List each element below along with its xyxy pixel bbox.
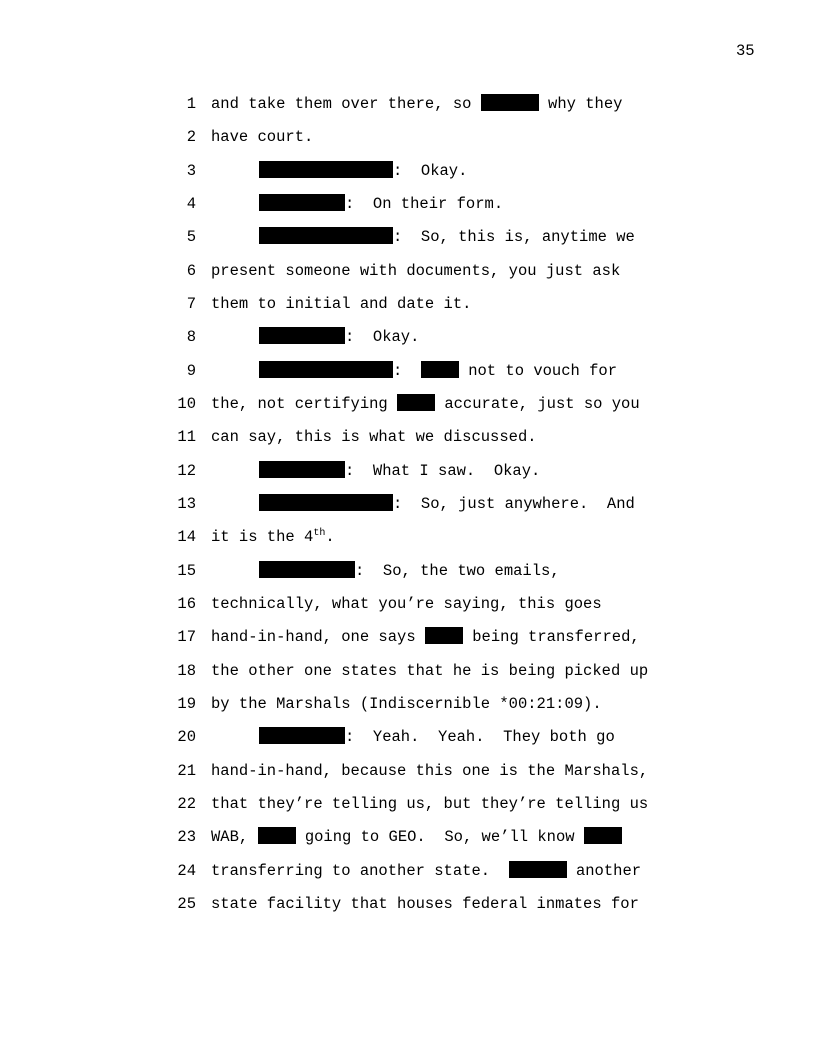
line-text: : On their form. — [345, 195, 504, 213]
line-text: have court. — [211, 128, 314, 146]
redaction-block — [397, 394, 435, 411]
line-number: 11 — [177, 428, 196, 446]
line-text: : Okay. — [345, 328, 420, 346]
redaction-block — [584, 827, 622, 844]
line-number: 18 — [177, 662, 196, 680]
line-number: 21 — [177, 762, 196, 780]
line-text: by the Marshals (Indiscernible *00:21:09). — [211, 695, 602, 713]
redaction-block — [258, 827, 296, 844]
line-number: 23 — [177, 828, 196, 846]
line-text: : So, the two emails, — [355, 562, 560, 580]
line-text: and take them over there, so — [211, 95, 481, 113]
redacted-speaker — [259, 561, 355, 578]
redacted-speaker — [259, 494, 393, 511]
line-number: 9 — [186, 362, 196, 380]
line-text: WAB, — [211, 828, 258, 846]
redacted-speaker — [259, 194, 345, 211]
line-number: 20 — [177, 728, 196, 746]
line-text: being transferred, — [462, 628, 640, 646]
line-number: 4 — [186, 195, 196, 213]
line-text: : So, this is, anytime we — [393, 228, 635, 246]
line-number: 13 — [177, 495, 196, 513]
line-text: the, not certifying — [211, 395, 398, 413]
line-text: : So, just anywhere. And — [393, 495, 635, 513]
line-text: technically, what you’re saying, this goes — [211, 595, 602, 613]
redacted-speaker — [259, 327, 345, 344]
line-text: why they — [538, 95, 623, 113]
line-number: 7 — [186, 295, 196, 313]
line-text: the other one states that he is being picked up — [211, 662, 649, 680]
redacted-speaker — [259, 727, 345, 744]
line-text: present someone with documents, you just ask — [211, 262, 621, 280]
line-text: . — [325, 528, 335, 546]
redaction-block — [425, 627, 463, 644]
line-text: accurate, just so you — [435, 395, 640, 413]
line-text: not to vouch for — [458, 362, 618, 380]
line-number: 1 — [186, 95, 196, 113]
line-text: hand-in-hand, one says — [211, 628, 425, 646]
line-text: : Yeah. Yeah. They both go — [345, 728, 615, 746]
line-text: going to GEO. So, we’ll know — [295, 828, 584, 846]
line-number: 10 — [177, 395, 196, 413]
line-text: transferring to another state. — [211, 862, 509, 880]
line-text: : — [393, 362, 421, 380]
line-number: 14 — [177, 528, 196, 546]
line-text: them to initial and date it. — [211, 295, 472, 313]
line-text: : What I saw. Okay. — [345, 462, 541, 480]
line-number: 6 — [186, 262, 196, 280]
superscript-text: th — [313, 528, 326, 539]
line-number: 25 — [177, 895, 196, 913]
line-number: 2 — [186, 128, 196, 146]
redaction-block — [421, 361, 459, 378]
line-text: : Okay. — [393, 162, 468, 180]
line-number: 3 — [186, 162, 196, 180]
line-number: 12 — [177, 462, 196, 480]
redacted-speaker — [259, 227, 393, 244]
line-text: hand-in-hand, because this one is the Marshals, — [211, 762, 649, 780]
line-number: 24 — [177, 862, 196, 880]
redacted-speaker — [259, 461, 345, 478]
line-number: 15 — [177, 562, 196, 580]
line-text: state facility that houses federal inmates for — [211, 895, 639, 913]
line-number: 17 — [177, 628, 196, 646]
line-number: 22 — [177, 795, 196, 813]
line-number: 19 — [177, 695, 196, 713]
redaction-block — [509, 861, 567, 878]
page-number: 35 — [736, 42, 755, 60]
line-text: another — [566, 862, 642, 880]
redacted-speaker — [259, 361, 393, 378]
line-number: 16 — [177, 595, 196, 613]
line-number: 5 — [186, 228, 196, 246]
line-text: that they’re telling us, but they’re telling us — [211, 795, 649, 813]
redacted-speaker — [259, 161, 393, 178]
line-number: 8 — [186, 328, 196, 346]
line-text: it is the 4 — [211, 528, 314, 546]
line-text: can say, this is what we discussed. — [211, 428, 537, 446]
redaction-block — [481, 94, 539, 111]
